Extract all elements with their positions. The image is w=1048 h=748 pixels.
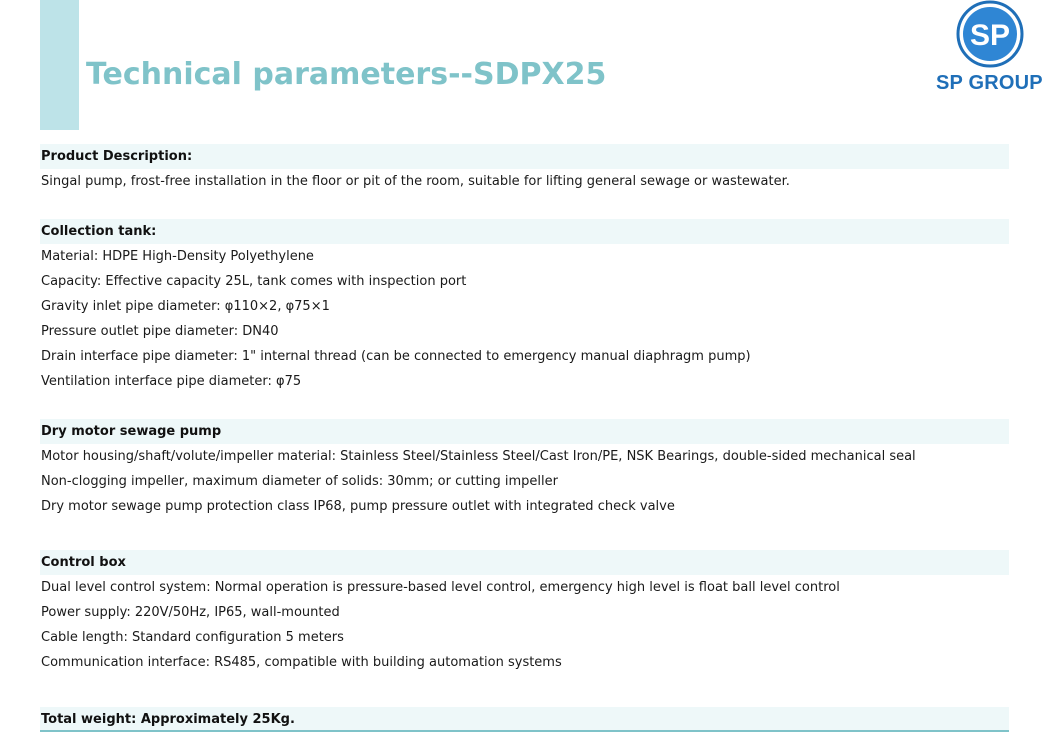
page-title: Technical parameters--SDPX25 (86, 57, 607, 92)
spec-line: Drain interface pipe diameter: 1" internal thread (can be connected to emergency manual diaphragm pump) (41, 349, 751, 364)
spec-line: Cable length: Standard configuration 5 meters (41, 630, 344, 645)
spec-line: Motor housing/shaft/volute/impeller material: Stainless Steel/Stainless Steel/Cast Iron/PE, NSK Bearings, double-sided mechanical seal (41, 449, 916, 464)
spec-line: Material: HDPE High-Density Polyethylene (41, 249, 314, 264)
logo-text: SP GROUP (936, 72, 1043, 94)
spec-line: Pressure outlet pipe diameter: DN40 (41, 324, 279, 339)
spec-line: Communication interface: RS485, compatible with building automation systems (41, 655, 562, 670)
spec-content (40, 144, 1009, 732)
logo-mark: SP (969, 19, 1011, 52)
total-weight: Total weight: Approximately 25Kg. (40, 707, 1009, 732)
spec-line: Capacity: Effective capacity 25L, tank comes with inspection port (41, 274, 467, 289)
spec-line: Gravity inlet pipe diameter: φ110×2, φ75×1 (41, 299, 330, 314)
section-heading-tank: Collection tank: (40, 219, 1009, 244)
section-heading-product: Product Description: (40, 144, 1009, 169)
section-heading-pump: Dry motor sewage pump (40, 419, 1009, 444)
title-accent-bar (40, 0, 79, 130)
spec-line: Non-clogging impeller, maximum diameter of solids: 30mm; or cutting impeller (41, 474, 558, 489)
sp-group-logo (930, 0, 1048, 100)
spec-line: Dual level control system: Normal operation is pressure-based level control, emergency high level is float ball level control (41, 580, 840, 595)
spec-line: Singal pump, frost-free installation in the floor or pit of the room, suitable for lifting general sewage or wastewater. (41, 174, 790, 189)
spec-line: Dry motor sewage pump protection class IP68, pump pressure outlet with integrated check valve (41, 499, 675, 514)
sp-logo-icon (956, 0, 1024, 68)
spec-line: Ventilation interface pipe diameter: φ75 (41, 374, 302, 389)
section-heading-control: Control box (40, 550, 1009, 575)
spec-line: Power supply: 220V/50Hz, IP65, wall-mounted (41, 605, 340, 620)
